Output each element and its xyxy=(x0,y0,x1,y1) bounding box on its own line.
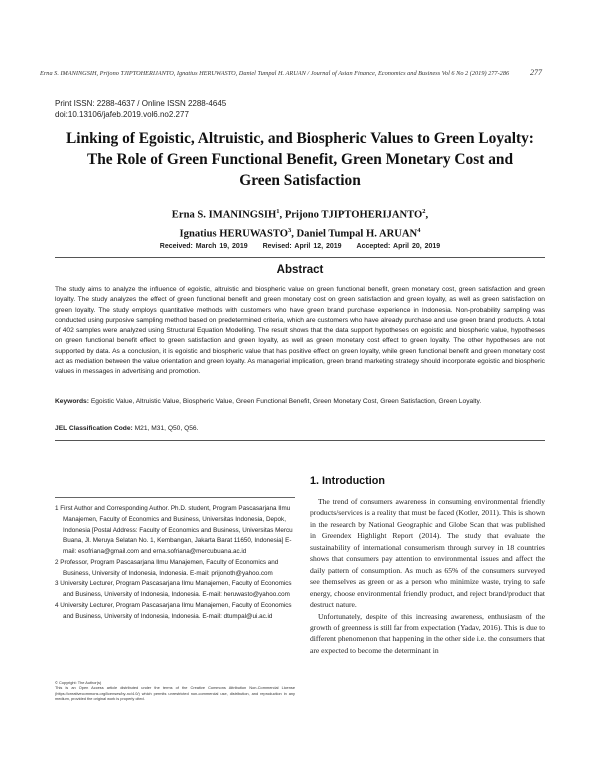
introduction-body xyxy=(310,496,545,656)
jel-classification xyxy=(55,424,545,434)
issn-block xyxy=(55,98,226,120)
revised-date: Revised: April 12, 2019 xyxy=(262,243,342,250)
author-separator: , xyxy=(425,209,429,221)
page-number: 277 xyxy=(530,68,542,77)
license-text: This is an Open Access article distributed under the terms of the Creative Commons Attribution Non-Commercial License (https://creativecommons.org/licenses/by-nc/4.0/) which permits unrestricted non-commercial use, distribution, and reproduction in any medium, provided the original work is properly cited. xyxy=(55,685,295,702)
divider-top xyxy=(55,257,545,258)
author-list xyxy=(40,204,560,241)
author-name: Ignatius HERUWASTO xyxy=(179,228,288,240)
paper-title xyxy=(40,128,560,191)
author-affiliation-mark: 4 xyxy=(417,226,421,234)
title-line-3: Green Satisfaction xyxy=(239,172,361,189)
authors-line-2 xyxy=(40,223,560,242)
copyright-notice xyxy=(55,680,295,702)
title-line-2: The Role of Green Functional Benefit, Green Monetary Cost and xyxy=(86,151,514,168)
accepted-date: Accepted: April 20, 2019 xyxy=(356,243,441,250)
jel-codes: M21, M31, Q50, Q56. xyxy=(134,425,199,432)
keywords-text: Egoistic Value, Altruistic Value, Biospheric Value, Green Functional Benefit, Green Monetary Cost, Green Satisfaction, Green Loyalty. xyxy=(90,398,482,405)
copyright-line: © Copyright: The Author(s) xyxy=(55,680,102,685)
running-head-text: Erna S. IMANINGSIH, Prijono TJIPTOHERIJANTO, Ignatius HERUWASTO, Daniel Tumpal H. ARUAN / Journal of Asian Finance, Economics and Business Vol 6 No 2 (2019) 277-286 xyxy=(40,70,510,77)
jel-label: JEL Classification Code: xyxy=(55,425,133,432)
keywords xyxy=(55,397,545,407)
paragraph: The trend of consumers awareness in consuming environmental friendly products/services is a reality that must be faced (Kotler, 2011). This is shown in the research by National Geographic and Globe Scan that was published in Greendex Highlight Report (2014). The study that evaluate the sustainability of international consumerism through survey in 18 countries shows that consumers pay attention to environmental issues and affect the daily pattern of consumption. As much as 65% of the consumers surveyed see themselves as green or as a person who minimize waste, trying to safe energy, choose environmental friendly product, and reject brand/product that destruct nature. xyxy=(310,497,545,610)
issn-line: Print ISSN: 2288-4637 / Online ISSN 2288-4645 xyxy=(55,99,227,108)
paragraph: Unfortunately, despite of this increasing awareness, enthusiasm of the growth of greenness is still far from expectation (Yadav, 2016). This is due to different phenomenon that happening in the other side i.e. the consumers that are expected to become the determinant in xyxy=(310,611,546,655)
title-line-1: Linking of Egoistic, Altruistic, and Biospheric Values to Green Loyalty: xyxy=(66,130,534,147)
footnote: 2 Professor, Program Pascasarjana Ilmu Manajemen, Faculty of Economics and Business, University of Indonesia, Indonesia. E-mail: prijonoth@yahoo.com xyxy=(55,558,279,577)
abstract-body: The study aims to analyze the influence of egoistic, altruistic and biospheric value on green functional benefit, green monetary cost, green satisfaction and green loyalty. The study analyzes the effect of green functional benefit and green monetary cost on green satisfaction and green loyalty, as well as green satisfaction on green loyalty. The study employs quantitative methods with customers who have green brand purchase experience in Indonesia. Non-probability sampling was conducted using purposive sampling method based on predetermined criteria, which are customers who have already purchase and use green brand products. A total of 402 samples were analyzed using Structural Equation Modelling. The result shows that the data support hypotheses on egoistic and biospheric value, hypotheses on green functional benefit effect to green satisfaction and green loyalty, as well as green monetary cost effect to green loyalty. The other hypotheses are not supported by data. As a conclusion, it is egoistic and biospheric value that has positive effect on green loyalty, while green functional benefit and green monetary cost act as mediation between the value orientation and green loyalty. As managerial implication, green brand marketing strategy should incorporate egoistic and biospheric values in messages in advertising and promotion. xyxy=(55,286,545,375)
author-name: Erna S. IMANINGSIH xyxy=(171,209,277,221)
article-dates xyxy=(40,243,560,250)
authors-line-1 xyxy=(40,204,560,223)
section-heading-introduction: 1. Introduction xyxy=(310,475,385,487)
author-affiliation-mark: 3 xyxy=(287,226,292,234)
author-separator: , xyxy=(291,228,297,240)
keywords-label: Keywords: xyxy=(55,398,89,405)
divider-bottom xyxy=(55,440,545,441)
author-name: Prijono TJIPTOHERIJANTO xyxy=(284,209,423,221)
footnote: 3 University Lecturer, Program Pascasarjana Ilmu Manajemen, Faculty of Economics and Business, University of Indonesia, Indonesia. E-mail: heruwasto@yahoo.com xyxy=(55,580,292,598)
received-date: Received: March 19, 2019 xyxy=(159,243,248,250)
doi-line: doi:10.13106/jafeb.2019.vol6.no2.277 xyxy=(55,110,189,119)
author-affiliation-mark: 2 xyxy=(422,208,426,215)
author-name: Daniel Tumpal H. ARUAN xyxy=(296,228,418,240)
footnote: 4 University Lecturer, Program Pascasarjana Ilmu Manajemen, Faculty of Economics and Business, University of Indonesia, Indonesia. E-mail: dtumpal@ui.ac.id xyxy=(55,601,292,620)
abstract-heading: Abstract xyxy=(276,264,324,276)
footnote: 1 First Author and Corresponding Author. Ph.D. student, Program Pascasarjana Ilmu Manajemen, Faculty of Economics and Business, Universitas Indonesia, Depok, Indonesia [Postal Address: Faculty of Economics and Business, Universitas Mercu Buana, Jl. Meruya Selatan No. 1, Kembangan, Jakarta Barat 11650, Indonesia] E-mail: esofriana@gmail.com and erna.sofriana@mercubuana.ac.id xyxy=(55,505,293,555)
footnote-rule xyxy=(55,497,295,498)
author-separator: , xyxy=(279,209,285,221)
author-footnotes xyxy=(55,504,295,622)
author-affiliation-mark: 1 xyxy=(276,208,280,215)
running-header xyxy=(40,68,542,77)
